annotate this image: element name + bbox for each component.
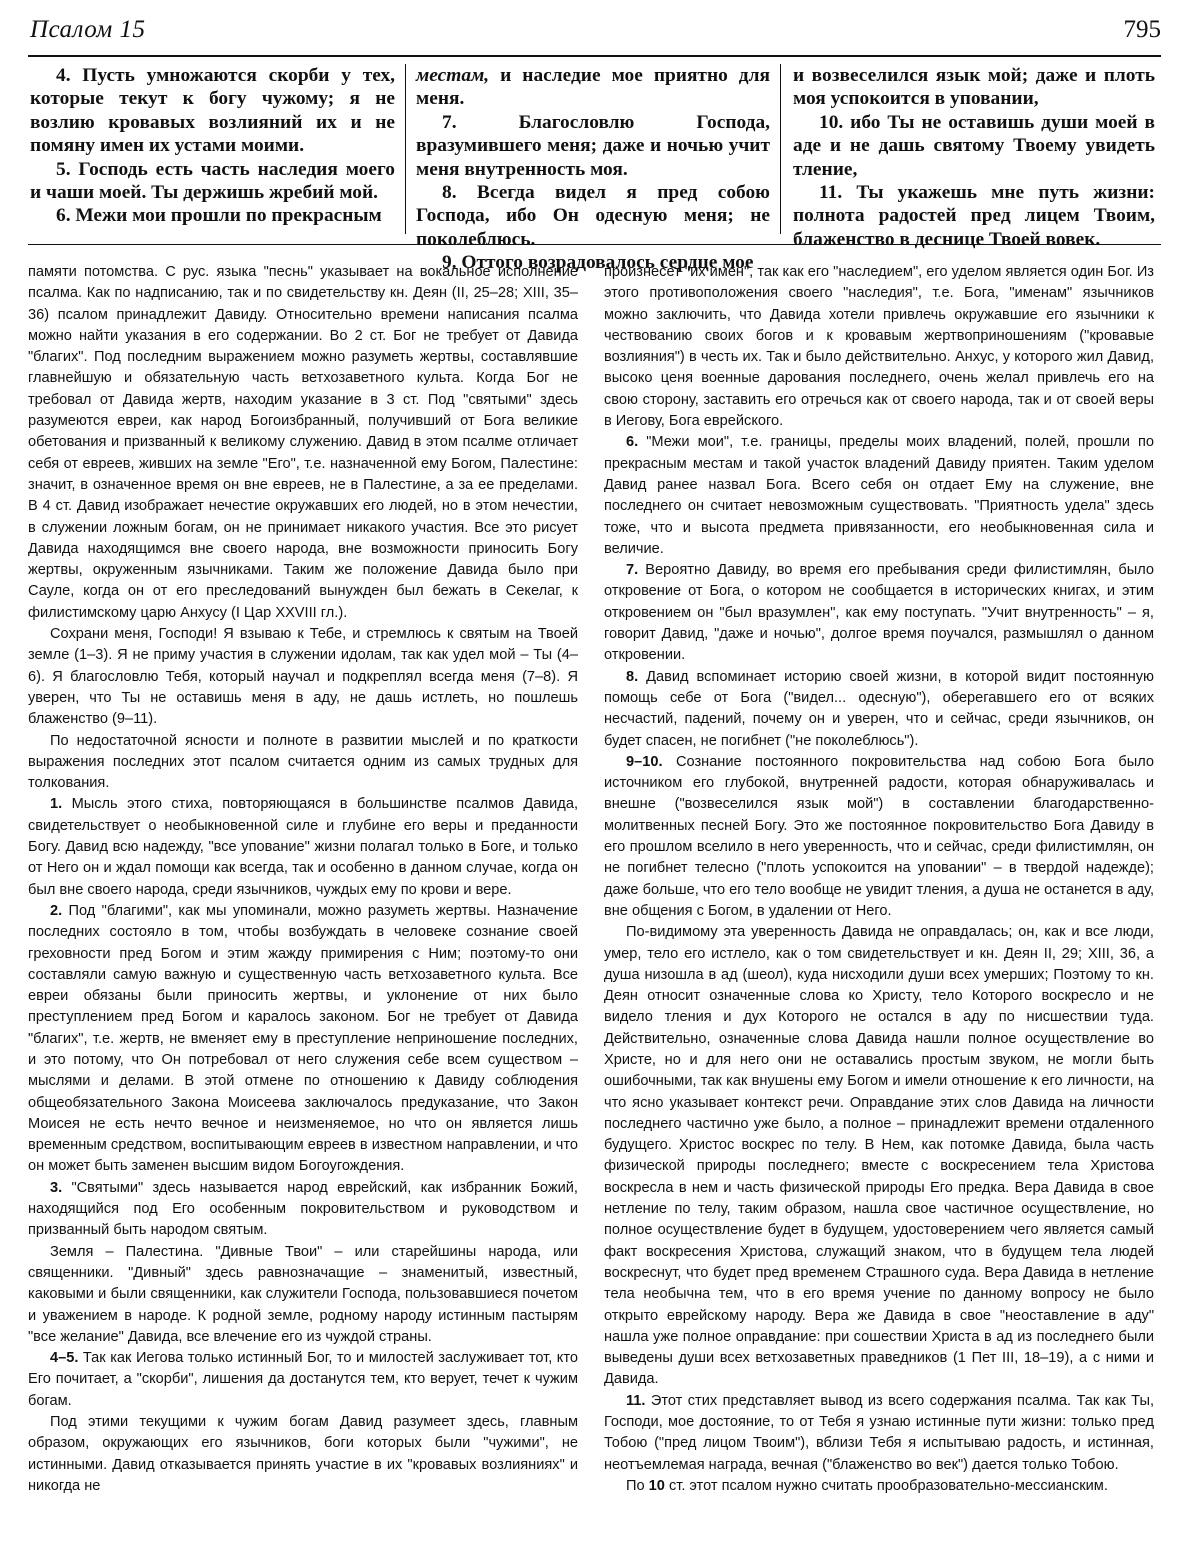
commentary-text: Так как Иегова только истинный Бог, то и милостей заслуживает тот, кто Его почитает, а "скорби", лишения да достанутся тем, кто верует, течет к чужим богам. [28, 1350, 578, 1409]
verse-paragraph: 9. Оттого возрадовалось сердце мое [442, 252, 754, 274]
verse-paragraph: 11. Ты укажешь мне путь жизни: полнота радостей пред лицем Твоим, блаженство в деснице Твоей вовек. [793, 182, 1155, 250]
commentary-paragraph [604, 1391, 1154, 1476]
page-number: 795 [1123, 16, 1161, 43]
verses-block [30, 64, 1160, 274]
commentary-text: Сознание постоянного покровительства над собою Бога было источником его глубокой, внутренней радости, которая обнаруживалась и внешне ("возвеселился язык мой") в составлении благодарственно-молитвенных песней Богу. Это же постоянное покровительство Бога Давиду в его прошлом вселило в него уверенность, что и сейчас, среди филистимлян, он не погибнет телесно ("плоть успокоится на уповании" – в твердой надежде); даже больше, что его тело вообще не увидит тления, а душа не останется в аду, вне общения с Богом, в удалении от Него. [604, 753, 1154, 919]
commentary-paragraph [28, 794, 578, 900]
verse-paragraph: 7. Благословлю Господа, вразумившего меня; даже и ночью учит меня внутренность моя. [416, 111, 770, 180]
verse-paragraph [416, 64, 770, 111]
running-title: Псалом 15 [30, 16, 146, 43]
commentary-paragraph [28, 901, 578, 1178]
verse-ref: 8. [626, 668, 639, 685]
commentary-text: По [626, 1477, 649, 1494]
verse-ref: 2. [50, 902, 63, 919]
verse-paragraph: и возвеселился язык мой; даже и плоть моя успокоится в уповании, [793, 65, 1155, 110]
verse-text: и наследие мое приятно для меня. [416, 65, 770, 110]
commentary-paragraph [28, 1178, 578, 1242]
commentary-paragraph [604, 667, 1154, 752]
commentary-text: "Святыми" здесь называется народ еврейский, как избранник Божий, находящийся под Его особенным покровительством и руководством и призванный быть народом святым. [28, 1179, 578, 1239]
verse-paragraph: 8. Всегда видел я пред собою Господа, ибо Он одесную меня; не поколеблюсь. [416, 182, 770, 250]
commentary-paragraph: Сохрани меня, Господи! Я взываю к Тебе, и стремлюсь к святым на Твоей земле (1–3). Я не приму участия в служении идолам, так как удел мой – Ты (4–6). Я благословлю Тебя, который научал и подкреплял всегда меня (7–8). Я уверен, что Ты не оставишь меня в аду, не дашь истлеть, но пошлешь блаженство (9–11). [28, 626, 578, 728]
verse-paragraph: 4. Пусть умножаются скорби у тех, которые текут к богу чужому; я не возлию кровавых возлияний их и не помяну имен их устами моими. [30, 65, 395, 157]
commentary-column-right [604, 262, 1154, 1497]
commentary-paragraph: произнесет "их имен", так как его "наследием", его уделом является один Бог. Из этого противоположения своего "наследия", т.е. Бога, "именам" язычников можно заключить, что Давида хотели привлечь окружавшие его язычники к чествованию своих богов и к кровавым жертвоприношениям ("кровавые возлияния") в честь их. Так и было действительно. Анхус, у которого жил Давид, высоко ценя военные дарования последнего, очень желал привлечь его на свою сторону, заставить его отречься как от своего народа, так и от своей веры в Иегову, Бога еврейского. [604, 264, 1154, 430]
verse-ref: 1. [50, 796, 63, 813]
commentary-paragraph [604, 432, 1154, 560]
commentary-text: Давид вспоминает историю своей жизни, в которой видит постоянную помощь себе от Бога ("видел... одесную"), оберегавшего его от всяких несчастий, падений, почему он и уверен, что и сейчас, среди язычников, он будет спасен, не погибнет ("не поколеблюсь"). [604, 668, 1154, 749]
commentary-paragraph [28, 1348, 578, 1412]
commentary-paragraph: По-видимому эта уверенность Давида не оправдалась; он, как и все люди, умер, тело его истлело, как о том свидетельствует и кн. Деян II, 29; XIII, 36, а душа низошла в ад (шеол), куда нисходили души всех умерших; Поэтому то кн. Деян относит означенные слова ко Христу, тело Которого воскресло и не видело тления и дух Которого не остался в аду по нисшествии туда. Действительно, означенные слова Давида нашли полное осуществление во Христе, но и для него они не оставались простым звуком, не могли быть ошибочными, так как внушены ему Богом и имели отношение к его личности, на что ясно указывает контекст речи. Оправдание этих слов Давида на личности последнего частично уже было, а полное – принадлежит времени отдаленного будущего. Христос воскрес по телу. В Нем, как потомке Давида, была часть физической природы последнего; вместе с воскресением тела Христова воскресла в нем и часть физической природы Его предка. Вера Давида в свое нетление по телу, таким образом, нашла свое частичное осуществление, но полное осуществление будет в будущем, удостоверением чего является самый факт воскресения Христова, служащий знаком, что в будущем тела людей воскреснут, что будет пред временем Страшного суда. Вера Давида в нетление тела необычна тем, что в его время учение по данному вопросу не было открыто еврейскому народу. Вера же Давида в свое "неоставление в аду" нашла уже полное оправдание: при сошествии Христа в ад из последнего были выведены души всех ветхозаветных праведников (1 Пет III, 18–19), а с ними и Давида. [604, 924, 1154, 1388]
section-rule [28, 244, 1161, 245]
verse-ref: 3. [50, 1179, 63, 1196]
verse-italic-word: местам, [416, 65, 490, 86]
commentary-paragraph: Под этими текущими к чужим богам Давид разумеет здесь, главным образом, окружающих его язычников, боги которых были "чужими", не истинными. Давид отказывается принять участие в их "кровавых возлияниях" и никогда не [28, 1414, 578, 1494]
commentary-text: ст. этот псалом нужно считать прообразовательно-мессианским. [664, 1477, 1108, 1494]
commentary-paragraph: По недостаточной ясности и полноте в развитии мыслей и по краткости выражения последних этот псалом считается одним из самых трудных для толкования. [28, 732, 578, 792]
commentary-paragraph: Земля – Палестина. "Дивные Твои" – или старейшины народа, или священники. "Дивный" здесь равнозначащие – знаменитый, известный, каковыми и были священники, как служители Господа, пользовавшиеся почетом и уважением в народе. К родной земле, родному народу истинным пастырям "все желание" Давида, все влечение его из чуждой страны. [28, 1243, 578, 1345]
commentary-column-left [28, 262, 578, 1497]
verse-ref: 10 [648, 1477, 665, 1494]
commentary-text: Мысль этого стиха, повторяющаяся в большинстве псалмов Давида, свидетельствует о необыкновенной силе и глубине его веры и преданности Богу. Давид всю надежду, "все упование" жизни полагал только в Боге, и только от Него он и ждал помощи как всегда, так и особенно в данном случае, когда он был вне своего народа, среди язычников, чуждых ему по крови и вере. [28, 796, 578, 898]
commentary-paragraph [604, 1476, 1154, 1497]
verse-paragraph: 5. Господь есть часть наследия моего и чаши моей. Ты держишь жребий мой. [30, 158, 395, 204]
verse-ref: 6. [626, 434, 639, 451]
commentary-text: Вероятно Давиду, во время его пребывания среди филистимлян, было откровение от Бога, о котором не сообщается в исторических книгах, и этим откровением он "был вразумлен", как ему поступать. "Учит внутренность" – я, говорит Давид, "даже и ночью", долгое время поучался, размышлял о данном откровении. [604, 562, 1154, 664]
verse-paragraph: 10. ибо Ты не оставишь души моей в аде и не дашь святому Твоему увидеть тление, [793, 111, 1155, 180]
commentary-text: "Межи мои", т.е. границы, пределы моих владений, полей, прошли по прекрасным местам и такой участок владений Давиду приятен. Таким уделом Давид ранее назвал Бога. Всего себя он отдает Ему на служение, вне последнего он считает невозможным существовать. "Приятность удела" здесь тоже, что и высота предмета привязанности, его необыкновенная сила и величие. [604, 434, 1154, 557]
verse-ref: 9–10. [626, 753, 663, 770]
verse-column-3 [780, 64, 1155, 250]
commentary-paragraph [604, 752, 1154, 922]
commentary-paragraph [604, 560, 1154, 666]
verse-ref: 4–5. [50, 1350, 79, 1367]
commentary-text: Под "благими", как мы упоминали, можно разуметь жертвы. Назначение последних состояло в том, чтобы возбуждать в человеке сознание своей греховности пред Богом и этим жажду примирения с Ним; поэтому-то они составляли самую важную и существенную часть ветхозаветного культа. Все евреи обязаны были приносить жертвы, и уклонение от них было преступлением пред Богом и каралось законом. Бог не требует от Давида "благих", т.е. жертв, не вменяет ему в преступление неприношение последних, и это потому, что Он потребовал от него служения себе всем существом – мыслями и делами. В этой отмене по отношению к Давиду соблюдения общеобязательного Закона Моисеева заключалось предуказание, что Закон Моисея не есть нечто вечное и неизменяемое, но что он является лишь временным средством, воспитывающим евреев в известном направлении, и что он может быть заменен высшим видом Богоугождения. [28, 902, 578, 1175]
commentary-text: Этот стих представляет вывод из всего содержания псалма. Так как Ты, Господи, мое достояние, то от Тебя я узнаю истинные пути жизни: только пред Тобою ("пред лицом Твоим"), вблизи Тебя я испытываю радость, и истинная, неотъемлемая награда, вечная ("блаженство во век") дается только Тобою. [604, 1392, 1154, 1473]
verse-paragraph: 6. Межи мои прошли по прекрасным [56, 205, 382, 227]
verse-ref: 11. [626, 1392, 646, 1409]
verse-column-1 [30, 64, 405, 234]
commentary-paragraph: памяти потомства. С рус. языка "песнь" указывает на вокальное исполнение псалма. Как по надписанию, так и по свидетельству кн. Деян (II, 25–28; XIII, 35–36) псалом принадлежит Давиду. Относительно времени написания псалма можно найти указания в его содержании. Во 2 ст. Бог не требует от Давида "благих". Под последним выражением можно разуметь жертвы, составлявшие главнейшую и обязательную часть ветхозаветного культа. Когда Бог не требовал от Давида жертв, находим указание в 3 ст. Под "святыми" здесь разумеются евреи, как народ Богоизбранный, получивший от Бога великие обетования и призванный к великому служению. Давид в этом псалме отличает себя от евреев, живших на земле "Его", т.е. назначенной ему Богом, Палестине: значит, в означенное время он вне евреев, не в Палестине, а за ее пределами. В 4 ст. Давид изображает нечестие окружавших его людей, но в этом нечестии, в служении ложным богам, он не принимает никакого участия. Все это рисует Давида находящимся вне своего народа, вне возможности приносить Богу жертвы, окруженным язычниками. Таким же положение Давида было при Сауле, когда он от его преследований вынужден был бежать в Секелаг, к филистимскому царю Анхусу (I Цар XXVIII гл.). [28, 264, 578, 621]
verse-ref: 7. [626, 562, 639, 579]
verse-column-2 [405, 64, 780, 274]
header-rule [28, 55, 1161, 57]
